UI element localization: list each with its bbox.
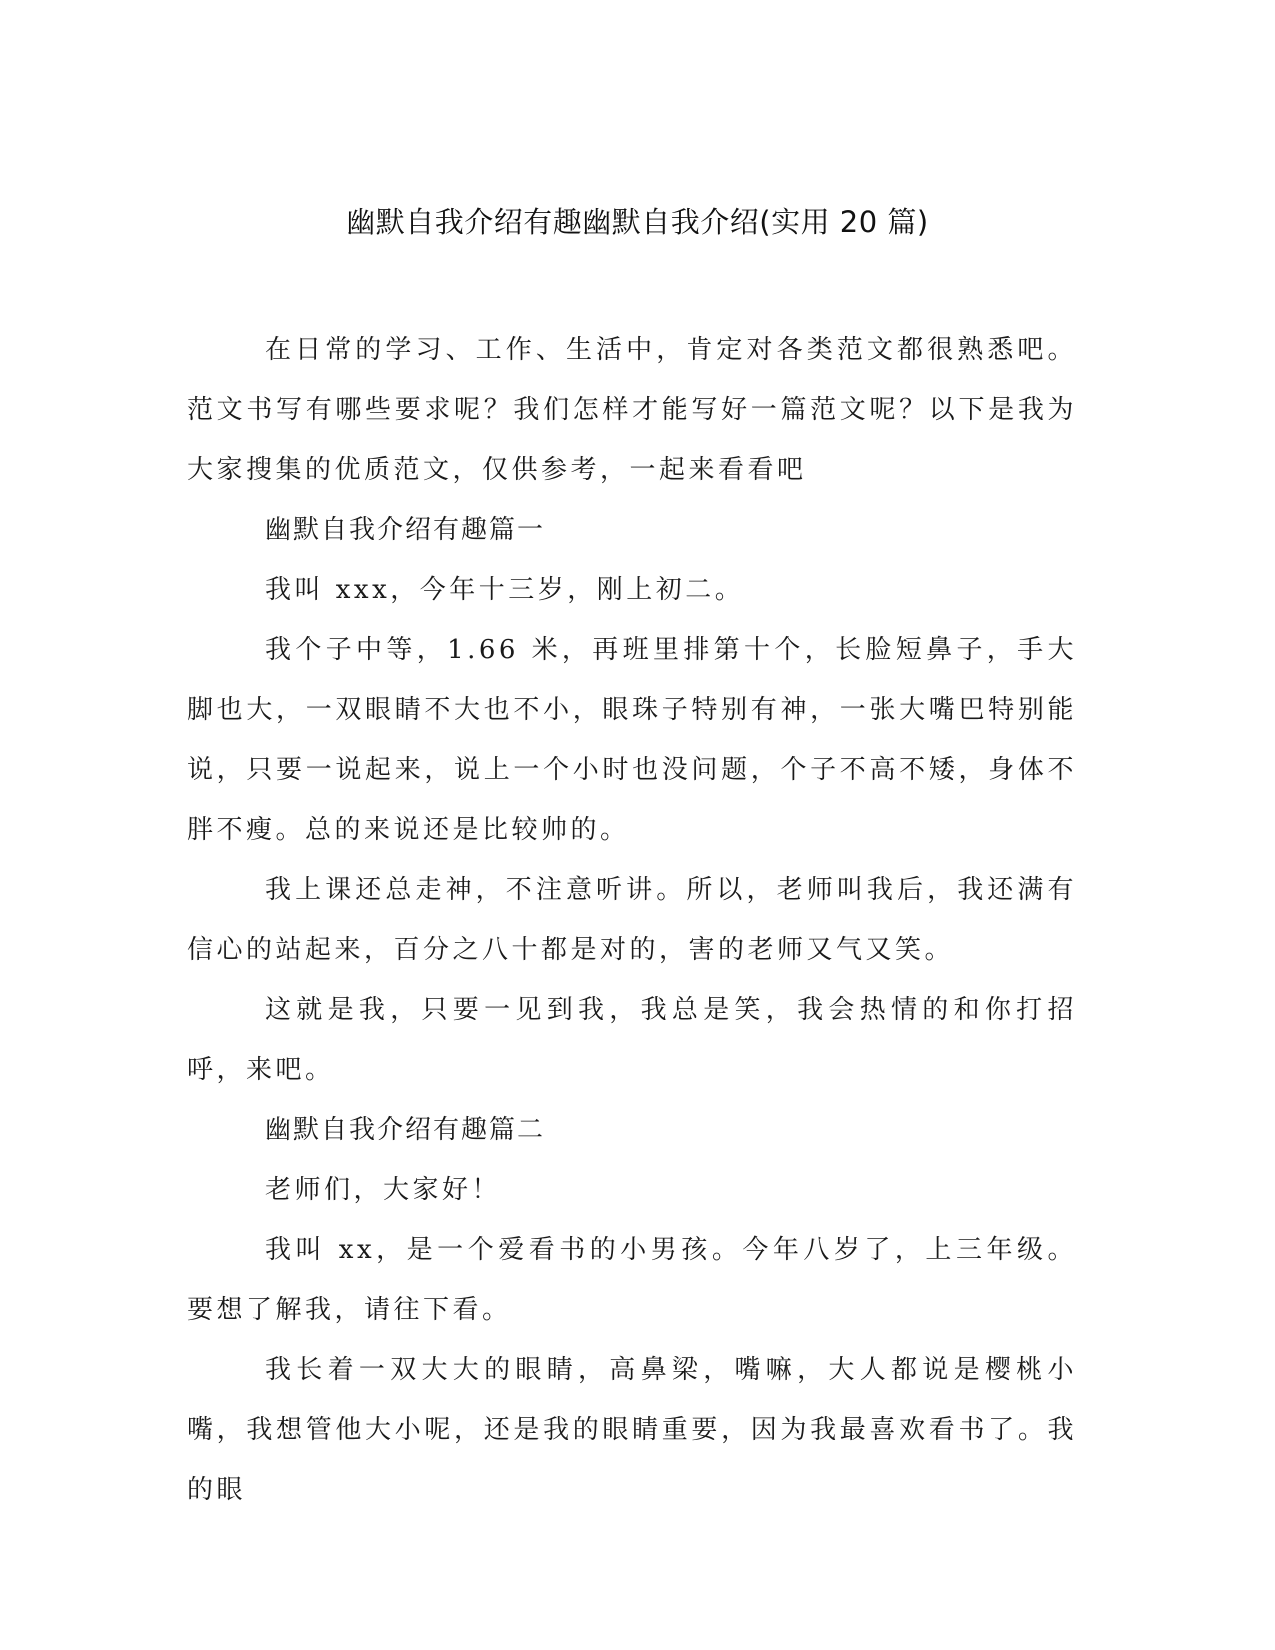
- paragraph: 我长着一双大大的眼睛，高鼻梁，嘴嘛，大人都说是樱桃小嘴，我想管他大小呢，还是我的眼睛重要，因为我最喜欢看书了。我的眼: [187, 1355, 1077, 1505]
- intro-paragraph: 在日常的学习、工作、生活中，肯定对各类范文都很熟悉吧。范文书写有哪些要求呢？我们怎样才能写好一篇范文呢？以下是我为大家搜集的优质范文，仅供参考，一起来看看吧: [187, 335, 1077, 485]
- paragraph: 我个子中等，1.66 米，再班里排第十个，长脸短鼻子，手大脚也大，一双眼睛不大也不小，眼珠子特别有神，一张大嘴巴特别能说，只要一说起来，说上一个小时也没问题，个子不高不矮，身体不胖不瘦。总的来说还是比较帅的。: [187, 635, 1077, 845]
- paragraph: 我叫 xx，是一个爱看书的小男孩。今年八岁了，上三年级。要想了解我，请往下看。: [187, 1235, 1077, 1325]
- paragraph: 我叫 xxx，今年十三岁，刚上初二。: [265, 575, 745, 605]
- document-title: 幽默自我介绍有趣幽默自我介绍(实用 20 篇): [346, 205, 929, 239]
- section-heading-2: 幽默自我介绍有趣篇二: [265, 1115, 546, 1145]
- paragraph: 我上课还总走神，不注意听讲。所以，老师叫我后，我还满有信心的站起来，百分之八十都是对的，害的老师又气又笑。: [187, 875, 1077, 965]
- paragraph: 这就是我，只要一见到我，我总是笑，我会热情的和你打招呼，来吧。: [187, 995, 1077, 1085]
- paragraph: 老师们，大家好！: [265, 1175, 502, 1205]
- section-heading-1: 幽默自我介绍有趣篇一: [265, 515, 546, 545]
- document-body: [187, 320, 1077, 1520]
